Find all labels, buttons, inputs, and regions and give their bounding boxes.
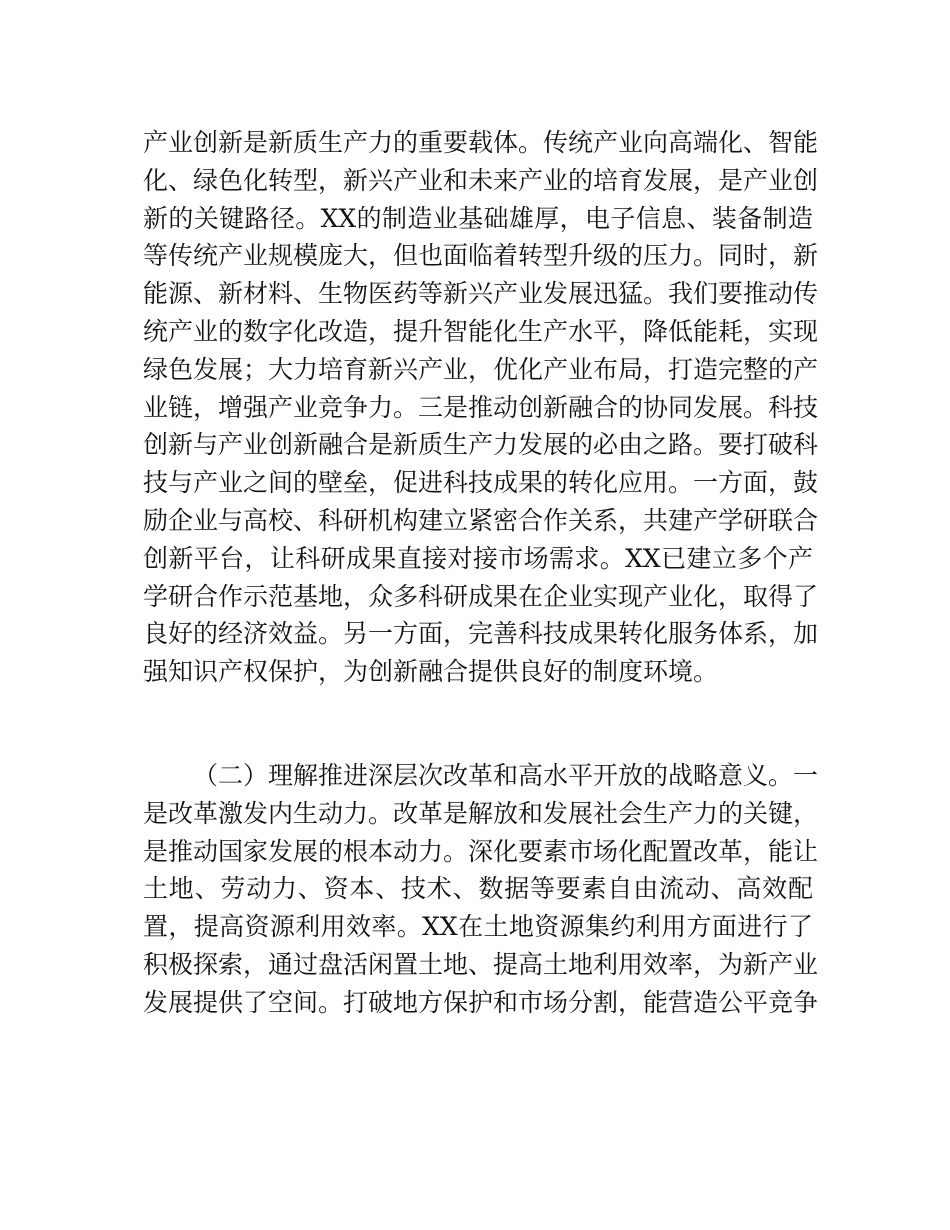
paragraph-line: 是改革激发内生动力。改革是解放和发展社会生产力的关键， (143, 798, 819, 828)
paragraph-line: 学研合作示范基地，众多科研成果在企业实现产业化，取得了 (143, 581, 819, 611)
paragraph-line: 能源、新材料、生物医药等新兴产业发展迅猛。我们要推动传 (143, 279, 819, 309)
paragraph-line: 良好的经济效益。另一方面，完善科技成果转化服务体系，加 (143, 619, 819, 649)
paragraph-line: 发展提供了空间。打破地方保护和市场分割，能营造公平竞争 (143, 987, 819, 1017)
section-heading-line: （二）理解推进深层次改革和高水平开放的战略意义。一 (193, 761, 819, 790)
paragraph-2 (143, 757, 819, 1022)
paragraph-line: 技与产业之间的壁垒，促进科技成果的转化应用。一方面，鼓 (143, 468, 819, 498)
paragraph-line: 创新平台，让科研成果直接对接市场需求。XX已建立多个产 (143, 543, 813, 573)
paragraph-line: 统产业的数字化改造，提升智能化生产水平，降低能耗，实现 (143, 316, 819, 346)
paragraph-line: 业链，增强产业竞争力。三是推动创新融合的协同发展。科技 (143, 392, 819, 422)
paragraph-line: 强知识产权保护，为创新融合提供良好的制度环境。 (143, 657, 719, 687)
paragraph-line: 绿色发展；大力培育新兴产业，优化产业布局，打造完整的产 (143, 354, 819, 384)
paragraph-line: 产业创新是新质生产力的重要载体。传统产业向高端化、智能 (143, 128, 819, 157)
paragraph-line: 励企业与高校、科研机构建立紧密合作关系，共建产学研联合 (143, 505, 819, 535)
paragraph-line: 置，提高资源利用效率。XX在土地资源集约利用方面进行了 (143, 912, 813, 942)
paragraph-1 (143, 124, 819, 691)
paragraph-line: 等传统产业规模庞大，但也面临着转型升级的压力。同时，新 (143, 241, 819, 271)
paragraph-line: 创新与产业创新融合是新质生产力发展的必由之路。要打破科 (143, 430, 819, 460)
paragraph-line: 土地、劳动力、资本、技术、数据等要素自由流动、高效配 (143, 874, 813, 904)
paragraph-line: 化、绿色化转型，新兴产业和未来产业的培育发展，是产业创 (143, 165, 819, 195)
paragraph-line: 积极探索，通过盘活闲置土地、提高土地利用效率，为新产业 (143, 949, 819, 979)
paragraph-line: 新的关键路径。XX的制造业基础雄厚，电子信息、装备制造 (143, 203, 813, 233)
paragraph-line: 是推动国家发展的根本动力。深化要素市场化配置改革，能让 (143, 836, 819, 866)
